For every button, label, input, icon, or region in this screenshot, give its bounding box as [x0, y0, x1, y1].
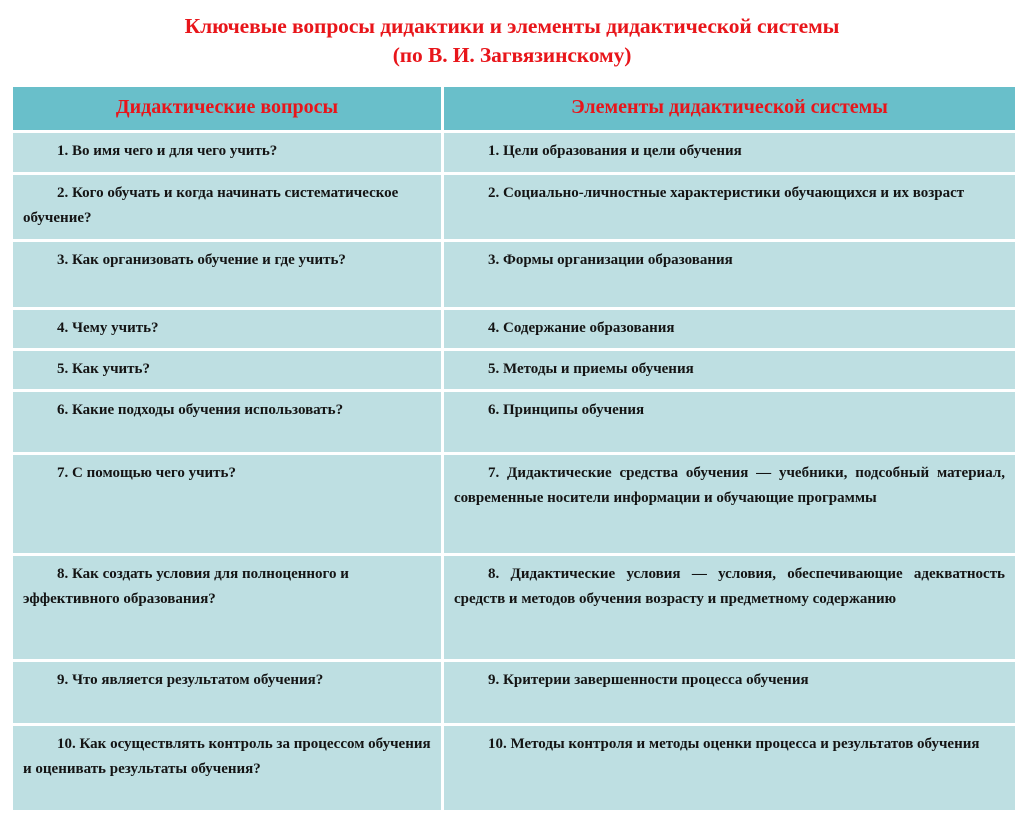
question-text-5: 5. Как учить? [57, 361, 150, 377]
element-cell-5 [444, 351, 1015, 389]
table-row [13, 175, 1015, 239]
element-cell-2 [444, 175, 1015, 239]
question-cell-7 [13, 455, 441, 553]
column-header-questions: Дидактические вопросы [13, 87, 441, 130]
title-line-1: Ключевые вопросы дидактики и элементы дидактической системы [184, 14, 840, 38]
question-cell-5 [13, 351, 441, 389]
element-text-10: 10. Методы контроля и методы оценки процесса и результатов обучения [488, 736, 980, 752]
element-text-6: 6. Принципы обучения [488, 402, 645, 418]
element-text-2: 2. Социально-личностные характеристики обучающихся и их возраст [488, 185, 965, 201]
element-text-5: 5. Методы и приемы обучения [488, 361, 694, 377]
question-text-8: 8. Как создать условия для полноценного и эффективного образования? [23, 566, 349, 607]
page-title [0, 0, 1024, 70]
element-text-1: 1. Цели образования и цели обучения [488, 143, 742, 159]
question-text-2: 2. Кого обучать и когда начинать систематическое обучение? [23, 185, 399, 226]
element-text-3: 3. Формы организации образования [488, 252, 733, 268]
element-text-4: 4. Содержание образования [488, 320, 675, 336]
table-header-row [13, 87, 1015, 130]
table-row [13, 726, 1015, 810]
element-cell-1 [444, 133, 1015, 172]
question-cell-3 [13, 242, 441, 307]
question-text-7: 7. С помощью чего учить? [57, 465, 236, 481]
table-container [10, 84, 1012, 813]
element-cell-10 [444, 726, 1015, 810]
question-cell-1 [13, 133, 441, 172]
element-cell-7 [444, 455, 1015, 553]
table-body [13, 133, 1015, 810]
element-text-9: 9. Критерии завершенности процесса обучения [488, 672, 809, 688]
didactic-table [10, 84, 1018, 813]
element-text-7: 7. Дидактические средства обучения — учебники, подсобный материал, современные носители информации и обучающие программы [454, 465, 1005, 506]
question-cell-2 [13, 175, 441, 239]
table-row [13, 392, 1015, 452]
question-text-1: 1. Во имя чего и для чего учить? [57, 143, 278, 159]
table-row [13, 662, 1015, 723]
table-row [13, 455, 1015, 553]
question-text-6: 6. Какие подходы обучения использовать? [57, 402, 344, 418]
question-cell-10 [13, 726, 441, 810]
table-row [13, 556, 1015, 659]
table-row [13, 310, 1015, 348]
question-cell-8 [13, 556, 441, 659]
question-text-9: 9. Что является результатом обучения? [57, 672, 324, 688]
table-header [13, 87, 1015, 130]
table-row [13, 133, 1015, 172]
table-row [13, 242, 1015, 307]
title-line-2: (по В. И. Загвязинскому) [392, 43, 632, 67]
question-text-4: 4. Чему учить? [57, 320, 159, 336]
element-cell-9 [444, 662, 1015, 723]
element-text-8: 8. Дидактические условия — условия, обеспечивающие адекватность средств и методов обучения возрасту и предметному содержанию [454, 566, 1005, 607]
question-cell-6 [13, 392, 441, 452]
element-cell-8 [444, 556, 1015, 659]
element-cell-3 [444, 242, 1015, 307]
element-cell-6 [444, 392, 1015, 452]
element-cell-4 [444, 310, 1015, 348]
question-cell-4 [13, 310, 441, 348]
question-text-3: 3. Как организовать обучение и где учить? [57, 252, 346, 268]
question-cell-9 [13, 662, 441, 723]
column-header-elements: Элементы дидактической системы [444, 87, 1015, 130]
question-text-10: 10. Как осуществлять контроль за процессом обучения и оценивать результаты обучения? [23, 736, 431, 777]
table-row [13, 351, 1015, 389]
